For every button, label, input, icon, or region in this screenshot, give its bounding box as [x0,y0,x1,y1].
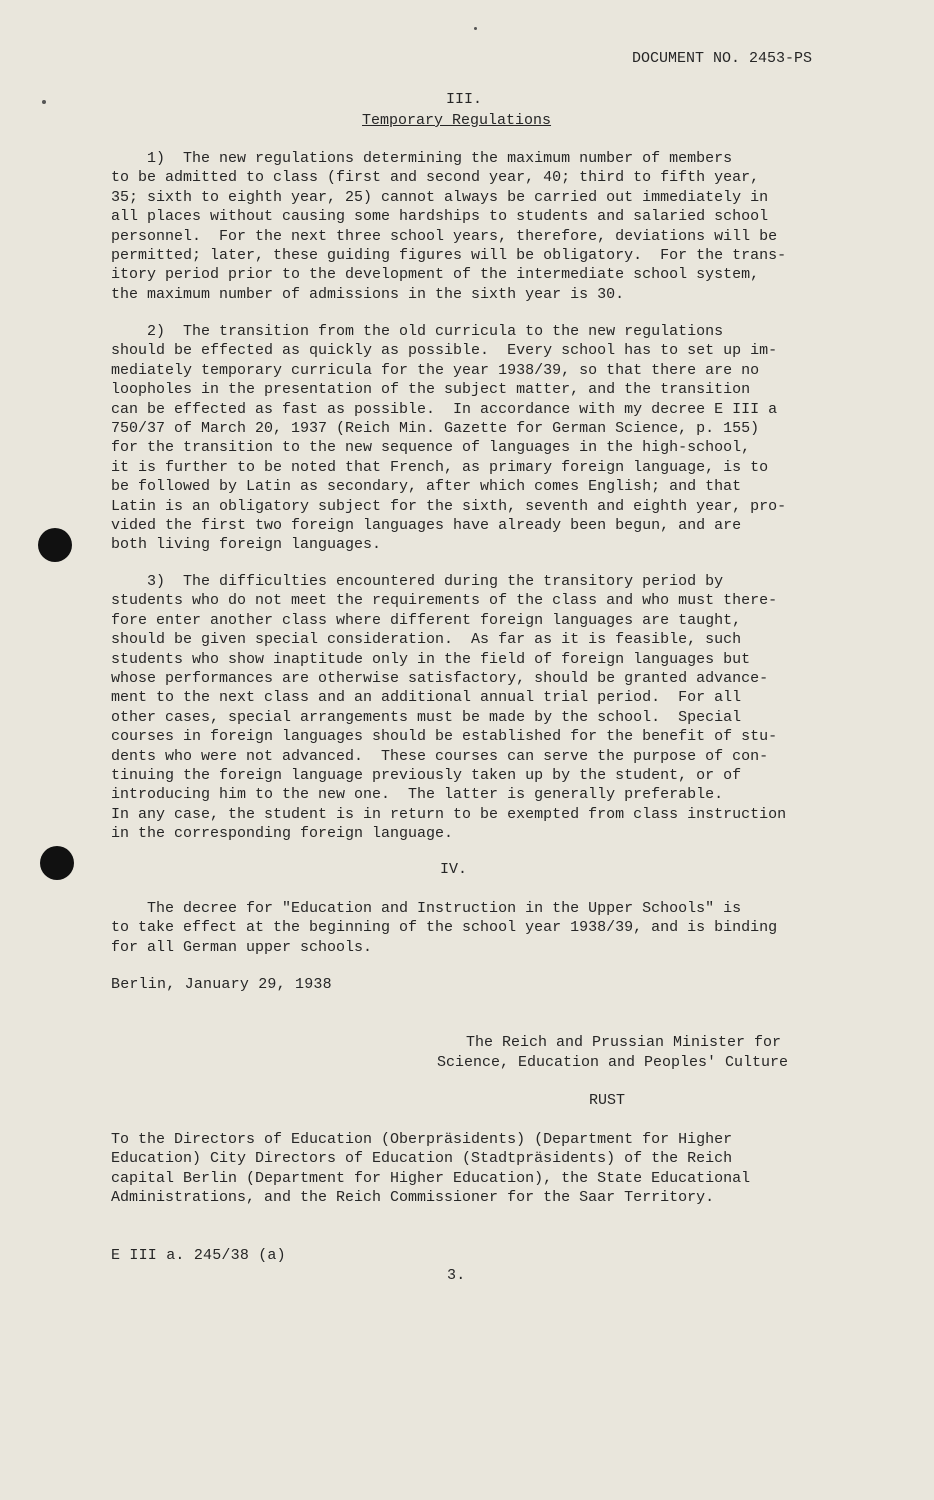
text-line: tinuing the foreign language previously taken up by the student, or of [111,766,742,784]
text-line: Latin is an obligatory subject for the sixth, seventh and eighth year, pro- [111,497,787,515]
text-line: Administrations, and the Reich Commissioner for the Saar Territory. [111,1189,715,1207]
text-line: in the corresponding foreign language. [111,825,454,843]
text-line: to take effect at the beginning of the school year 1938/39, and is binding [111,919,778,937]
text-line: both living foreign languages. [111,536,382,554]
file-reference: E III a. 245/38 (a) [111,1247,286,1264]
text-line: In any case, the student is in return to be exempted from class instruction [111,805,787,823]
text-line: dents who were not advanced. These courses can serve the purpose of con- [111,747,769,765]
text-line: for all German upper schools. [111,938,373,956]
text-line: for the transition to the new sequence of languages in the high-school, [111,439,751,457]
text-line: students who do not meet the requirements of the class and who must there- [111,592,778,610]
text-line: 1) The new regulations determining the maximum number of members [111,150,733,167]
section-title: Temporary Regulations [362,112,552,129]
paragraph-decree [111,899,841,957]
text-line: loopholes in the presentation of the subject matter, and the transition [111,381,751,399]
text-line: 3) The difficulties encountered during the transitory period by [111,573,724,590]
text-line: capital Berlin (Department for Higher Education), the State Educational [111,1169,751,1187]
punch-hole-lower [40,846,74,880]
text-line: whose performances are otherwise satisfactory, should be granted advance- [111,669,769,687]
text-line: 750/37 of March 20, 1937 (Reich Min. Gazette for German Science, p. 155) [111,419,760,437]
text-line: should be given special consideration. As far as it is feasible, such [111,631,742,649]
signature-title-line-2: Science, Education and Peoples' Culture [437,1054,789,1071]
dust-speck [474,27,477,30]
section-numeral-iv: IV. [440,861,468,878]
text-line: the maximum number of admissions in the sixth year is 30. [111,285,625,303]
text-line: fore enter another class where different foreign languages are taught, [111,611,742,629]
text-line: 35; sixth to eighth year, 25) cannot always be carried out immediately in [111,188,769,206]
text-line: itory period prior to the development of the intermediate school system, [111,266,760,284]
text-line: mediately temporary curricula for the year 1938/39, so that there are no [111,361,760,379]
text-line: it is further to be noted that French, as primary foreign language, is to [111,458,769,476]
document-number: DOCUMENT NO. 2453-PS [632,50,813,67]
text-line: ment to the next class and an additional annual trial period. For all [111,689,742,707]
text-line: The decree for "Education and Instruction in the Upper Schools" is [111,900,742,917]
text-line: to be admitted to class (first and second year, 40; third to fifth year, [111,169,760,187]
date-line: Berlin, January 29, 1938 [111,976,332,993]
text-line: other cases, special arrangements must be made by the school. Special [111,708,742,726]
text-line: courses in foreign languages should be established for the benefit of stu- [111,728,778,746]
page-number: 3. [447,1267,466,1284]
text-line: students who show inaptitude only in the field of foreign languages but [111,650,751,668]
text-line: can be effected as fast as possible. In accordance with my decree E III a [111,400,778,418]
text-line: To the Directors of Education (Oberpräsidents) (Department for Higher [111,1131,733,1148]
text-line: should be effected as quickly as possible. Every school has to set up im- [111,342,778,360]
text-line: Education) City Directors of Education (Stadtpräsidents) of the Reich [111,1150,733,1168]
text-line: introducing him to the new one. The latter is generally preferable. [111,786,724,804]
text-line: vided the first two foreign languages have already been begun, and are [111,516,742,534]
signatory-name: RUST [589,1092,626,1109]
text-line: personnel. For the next three school years, therefore, deviations will be [111,227,778,245]
text-line: all places without causing some hardships to students and salaried school [111,208,769,226]
text-line: 2) The transition from the old curricula to the new regulations [111,323,724,340]
paragraph-3 [111,572,841,843]
signature-title-line-1: The Reich and Prussian Minister for [466,1034,782,1051]
paragraph-2 [111,322,841,555]
addressees [111,1130,841,1208]
paragraph-1 [111,149,841,304]
dust-speck [42,100,46,104]
text-line: permitted; later, these guiding figures will be obligatory. For the trans- [111,246,787,264]
punch-hole-upper [38,528,72,562]
text-line: be followed by Latin as secondary, after which comes English; and that [111,478,742,496]
section-numeral-iii: III. [446,91,483,108]
